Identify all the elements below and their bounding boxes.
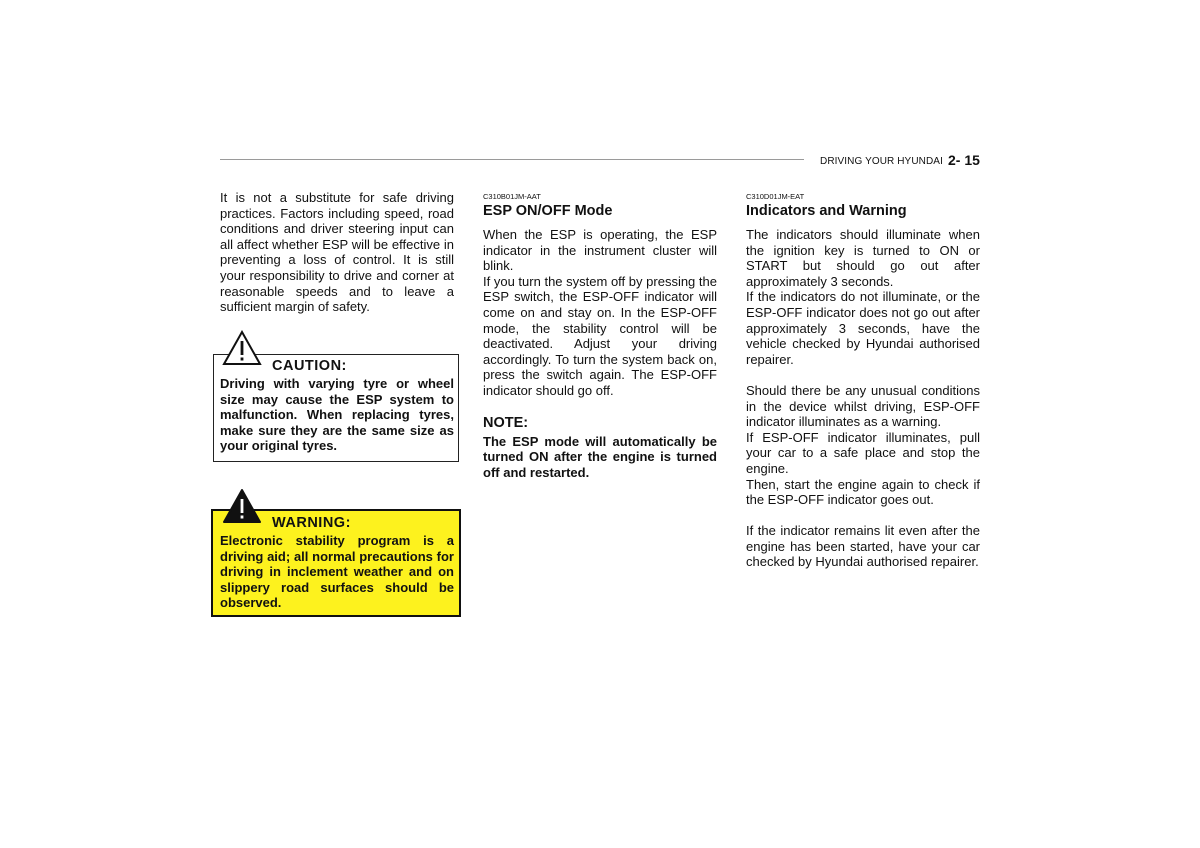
section-label: DRIVING YOUR HYUNDAI [820, 156, 943, 167]
paragraph: If the indicators do not illuminate, or the ESP-OFF indicator does not go out after approximately 3 seconds, have the vehicle checked by Hyundai authorised repairer. [746, 289, 980, 367]
intro-paragraph: It is not a substitute for safe driving practices. Factors including speed, road conditions and driver steering input can all affect whether ESP will be effective in preventing a loss of control. It is still your responsibility to drive and corner at reasonable speeds and to leave a sufficient margin of safety. [220, 190, 454, 315]
section-heading: Indicators and Warning [746, 203, 907, 219]
column-right [746, 190, 980, 570]
exclamation-triangle-icon [222, 330, 262, 366]
caution-text: Driving with varying tyre or wheel size may cause the ESP system to malfunction. When replacing tyres, make sure they are the same size as your original tyres. [220, 376, 454, 454]
header-rule [220, 159, 804, 160]
paragraph: If ESP-OFF indicator illuminates, pull your car to a safe place and stop the engine. [746, 429, 980, 476]
note-text: The ESP mode will automatically be turned ON after the engine is turned off and restarted. [483, 433, 717, 480]
paragraph: If the indicator remains lit even after the engine has been started, have your car checked by Hyundai authorised repairer. [746, 523, 980, 570]
paragraph: Then, start the engine again to check if the ESP-OFF indicator goes out. [746, 476, 980, 508]
warning-text: Electronic stability program is a driving aid; all normal precautions for driving in inclement weather and on slippery road surfaces should be observed. [220, 533, 454, 611]
section-heading: ESP ON/OFF Mode [483, 203, 613, 219]
column-left [220, 190, 454, 315]
section-code: C310D01JM-EAT [746, 192, 805, 201]
section-code: C310B01JM-AAT [483, 192, 541, 201]
paragraph: When the ESP is operating, the ESP indicator in the instrument cluster will blink. [483, 227, 717, 274]
warning-title: WARNING: [272, 515, 351, 531]
note-title: NOTE: [483, 414, 529, 431]
page-number: 2- 15 [948, 152, 980, 168]
paragraph: If you turn the system off by pressing the ESP switch, the ESP-OFF indicator will come on and stay on. In the ESP-OFF mode, the stability control will be deactivated. Adjust your driving accordingly. To turn the system back on, press the switch again. The ESP-OFF indicator should go off. [483, 273, 717, 398]
caution-title: CAUTION: [272, 358, 347, 374]
exclamation-filled-triangle-icon [222, 488, 262, 524]
paragraph: The indicators should illuminate when the ignition key is turned to ON or START but should go out after approximately 3 seconds. [746, 227, 980, 289]
paragraph: Should there be any unusual conditions in the device whilst driving, ESP-OFF indicator illuminates as a warning. [746, 382, 980, 430]
column-middle [483, 190, 717, 480]
